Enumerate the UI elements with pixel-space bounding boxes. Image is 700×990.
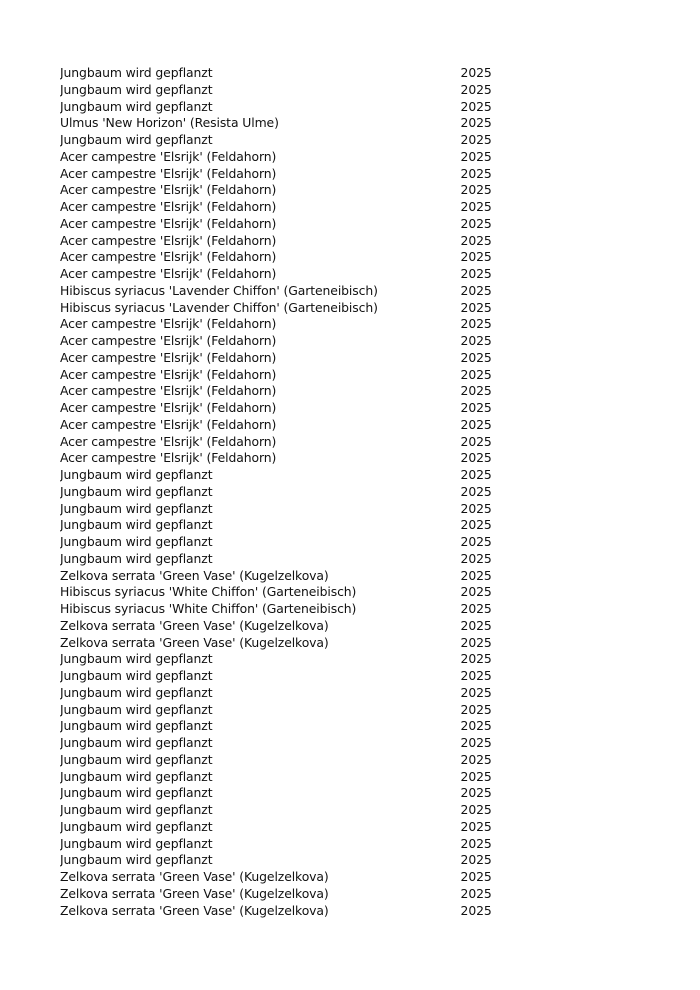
year-cell: 2025	[460, 299, 492, 315]
table-row	[60, 383, 500, 400]
year-cell: 2025	[460, 383, 492, 399]
tree-name-cell: Jungbaum wird gepflanzt	[60, 651, 213, 667]
tree-name-cell: Jungbaum wird gepflanzt	[60, 517, 213, 533]
tree-name-cell: Jungbaum wird gepflanzt	[60, 835, 213, 851]
year-cell: 2025	[460, 500, 492, 516]
tree-name-cell: Acer campestre 'Elsrijk' (Feldahorn)	[60, 249, 277, 265]
table-row	[60, 417, 500, 434]
year-cell: 2025	[460, 718, 492, 734]
year-cell: 2025	[460, 400, 492, 415]
table-row	[60, 534, 500, 551]
tree-name-cell: Jungbaum wird gepflanzt	[60, 98, 213, 114]
year-cell: 2025	[460, 869, 492, 884]
tree-name-cell: Jungbaum wird gepflanzt	[60, 852, 213, 868]
year-cell: 2025	[460, 735, 492, 750]
year-cell: 2025	[460, 433, 492, 449]
table-row	[60, 99, 500, 116]
table-row	[60, 300, 500, 317]
tree-name-cell: Jungbaum wird gepflanzt	[60, 768, 213, 784]
table-row	[60, 316, 500, 333]
tree-name-cell: Jungbaum wird gepflanzt	[60, 81, 213, 97]
year-cell: 2025	[460, 65, 492, 80]
table-row	[60, 249, 500, 266]
year-cell: 2025	[460, 266, 492, 281]
table-row	[60, 903, 500, 920]
year-cell: 2025	[460, 366, 492, 382]
tree-planting-table	[60, 65, 500, 919]
tree-name-cell: Jungbaum wird gepflanzt	[60, 701, 213, 717]
year-cell: 2025	[460, 701, 492, 717]
tree-name-cell: Acer campestre 'Elsrijk' (Feldahorn)	[60, 182, 277, 198]
year-cell: 2025	[460, 885, 492, 901]
year-cell: 2025	[460, 634, 492, 650]
year-cell: 2025	[460, 483, 492, 499]
table-row	[60, 467, 500, 484]
table-row	[60, 668, 500, 685]
year-cell: 2025	[460, 668, 492, 683]
tree-name-cell: Acer campestre 'Elsrijk' (Feldahorn)	[60, 148, 277, 164]
year-cell: 2025	[460, 601, 492, 616]
table-row	[60, 886, 500, 903]
tree-name-cell: Acer campestre 'Elsrijk' (Feldahorn)	[60, 416, 277, 432]
tree-name-cell: Acer campestre 'Elsrijk' (Feldahorn)	[60, 266, 277, 281]
table-row	[60, 182, 500, 199]
tree-name-cell: Zelkova serrata 'Green Vase' (Kugelzelkova)	[60, 869, 329, 884]
tree-name-cell: Zelkova serrata 'Green Vase' (Kugelzelkova)	[60, 902, 329, 918]
table-row	[60, 618, 500, 635]
table-row	[60, 82, 500, 99]
year-cell: 2025	[460, 316, 492, 332]
table-row	[60, 400, 500, 417]
table-row	[60, 166, 500, 183]
year-cell: 2025	[460, 232, 492, 248]
year-cell: 2025	[460, 584, 492, 600]
tree-name-cell: Jungbaum wird gepflanzt	[60, 500, 213, 516]
tree-name-cell: Acer campestre 'Elsrijk' (Feldahorn)	[60, 400, 277, 415]
year-cell: 2025	[460, 115, 492, 131]
year-cell: 2025	[460, 467, 492, 482]
year-cell: 2025	[460, 567, 492, 583]
year-cell: 2025	[460, 349, 492, 365]
table-row	[60, 769, 500, 786]
tree-name-cell: Jungbaum wird gepflanzt	[60, 534, 213, 549]
tree-name-cell: Jungbaum wird gepflanzt	[60, 802, 213, 817]
tree-name-cell: Ulmus 'New Horizon' (Resista Ulme)	[60, 115, 279, 131]
tree-name-cell: Jungbaum wird gepflanzt	[60, 483, 213, 499]
year-cell: 2025	[460, 785, 492, 801]
year-cell: 2025	[460, 282, 492, 298]
tree-name-cell: Jungbaum wird gepflanzt	[60, 132, 213, 147]
year-cell: 2025	[460, 81, 492, 97]
table-row	[60, 450, 500, 467]
tree-name-cell: Acer campestre 'Elsrijk' (Feldahorn)	[60, 433, 277, 449]
table-row	[60, 501, 500, 518]
tree-name-cell: Jungbaum wird gepflanzt	[60, 684, 213, 700]
year-cell: 2025	[460, 182, 492, 198]
tree-name-cell: Jungbaum wird gepflanzt	[60, 735, 213, 750]
tree-name-cell: Jungbaum wird gepflanzt	[60, 785, 213, 801]
table-row	[60, 752, 500, 769]
tree-name-cell: Jungbaum wird gepflanzt	[60, 668, 213, 683]
tree-name-cell: Acer campestre 'Elsrijk' (Feldahorn)	[60, 349, 277, 365]
table-row	[60, 132, 500, 149]
tree-name-cell: Acer campestre 'Elsrijk' (Feldahorn)	[60, 199, 277, 214]
table-row	[60, 651, 500, 668]
year-cell: 2025	[460, 333, 492, 348]
table-row	[60, 785, 500, 802]
year-cell: 2025	[460, 852, 492, 868]
table-row	[60, 233, 500, 250]
table-row	[60, 333, 500, 350]
year-cell: 2025	[460, 684, 492, 700]
table-row	[60, 350, 500, 367]
tree-name-cell: Hibiscus syriacus 'Lavender Chiffon' (Garteneibisch)	[60, 282, 378, 298]
year-cell: 2025	[460, 550, 492, 566]
table-row	[60, 199, 500, 216]
table-row	[60, 434, 500, 451]
year-cell: 2025	[460, 751, 492, 767]
year-cell: 2025	[460, 768, 492, 784]
tree-name-cell: Hibiscus syriacus 'White Chiffon' (Garteneibisch)	[60, 584, 357, 600]
year-cell: 2025	[460, 98, 492, 114]
table-row	[60, 517, 500, 534]
year-cell: 2025	[460, 215, 492, 231]
tree-name-cell: Zelkova serrata 'Green Vase' (Kugelzelkova)	[60, 634, 329, 650]
tree-name-cell: Jungbaum wird gepflanzt	[60, 467, 213, 482]
tree-name-cell: Hibiscus syriacus 'White Chiffon' (Garteneibisch)	[60, 601, 357, 616]
table-row	[60, 149, 500, 166]
tree-name-cell: Acer campestre 'Elsrijk' (Feldahorn)	[60, 232, 277, 248]
year-cell: 2025	[460, 249, 492, 265]
tree-name-cell: Jungbaum wird gepflanzt	[60, 718, 213, 734]
year-cell: 2025	[460, 416, 492, 432]
tree-name-cell: Hibiscus syriacus 'Lavender Chiffon' (Garteneibisch)	[60, 299, 378, 315]
year-cell: 2025	[460, 802, 492, 817]
table-row	[60, 819, 500, 836]
year-cell: 2025	[460, 651, 492, 667]
tree-name-cell: Jungbaum wird gepflanzt	[60, 550, 213, 566]
table-row	[60, 283, 500, 300]
table-row	[60, 852, 500, 869]
year-cell: 2025	[460, 450, 492, 466]
tree-name-cell: Jungbaum wird gepflanzt	[60, 751, 213, 767]
table-row	[60, 685, 500, 702]
year-cell: 2025	[460, 617, 492, 633]
tree-name-cell: Jungbaum wird gepflanzt	[60, 65, 213, 80]
table-row	[60, 367, 500, 384]
table-row	[60, 568, 500, 585]
tree-name-cell: Zelkova serrata 'Green Vase' (Kugelzelkova)	[60, 567, 329, 583]
year-cell: 2025	[460, 132, 492, 147]
tree-name-cell: Zelkova serrata 'Green Vase' (Kugelzelkova)	[60, 617, 329, 633]
table-row	[60, 266, 500, 283]
table-row	[60, 551, 500, 568]
table-row	[60, 115, 500, 132]
tree-name-cell: Acer campestre 'Elsrijk' (Feldahorn)	[60, 333, 277, 348]
tree-name-cell: Jungbaum wird gepflanzt	[60, 818, 213, 834]
tree-name-cell: Acer campestre 'Elsrijk' (Feldahorn)	[60, 450, 277, 466]
year-cell: 2025	[460, 199, 492, 214]
tree-name-cell: Acer campestre 'Elsrijk' (Feldahorn)	[60, 165, 277, 181]
table-row	[60, 702, 500, 719]
year-cell: 2025	[460, 534, 492, 549]
tree-name-cell: Acer campestre 'Elsrijk' (Feldahorn)	[60, 366, 277, 382]
table-row	[60, 484, 500, 501]
table-row	[60, 802, 500, 819]
tree-name-cell: Acer campestre 'Elsrijk' (Feldahorn)	[60, 316, 277, 332]
table-row	[60, 836, 500, 853]
year-cell: 2025	[460, 165, 492, 181]
tree-name-cell: Acer campestre 'Elsrijk' (Feldahorn)	[60, 215, 277, 231]
table-row	[60, 635, 500, 652]
table-row	[60, 735, 500, 752]
table-row	[60, 869, 500, 886]
tree-name-cell: Zelkova serrata 'Green Vase' (Kugelzelkova)	[60, 885, 329, 901]
tree-name-cell: Acer campestre 'Elsrijk' (Feldahorn)	[60, 383, 277, 399]
year-cell: 2025	[460, 517, 492, 533]
table-row	[60, 584, 500, 601]
table-row	[60, 65, 500, 82]
table-row	[60, 718, 500, 735]
table-row	[60, 601, 500, 618]
year-cell: 2025	[460, 902, 492, 918]
year-cell: 2025	[460, 835, 492, 851]
year-cell: 2025	[460, 818, 492, 834]
table-row	[60, 216, 500, 233]
year-cell: 2025	[460, 148, 492, 164]
